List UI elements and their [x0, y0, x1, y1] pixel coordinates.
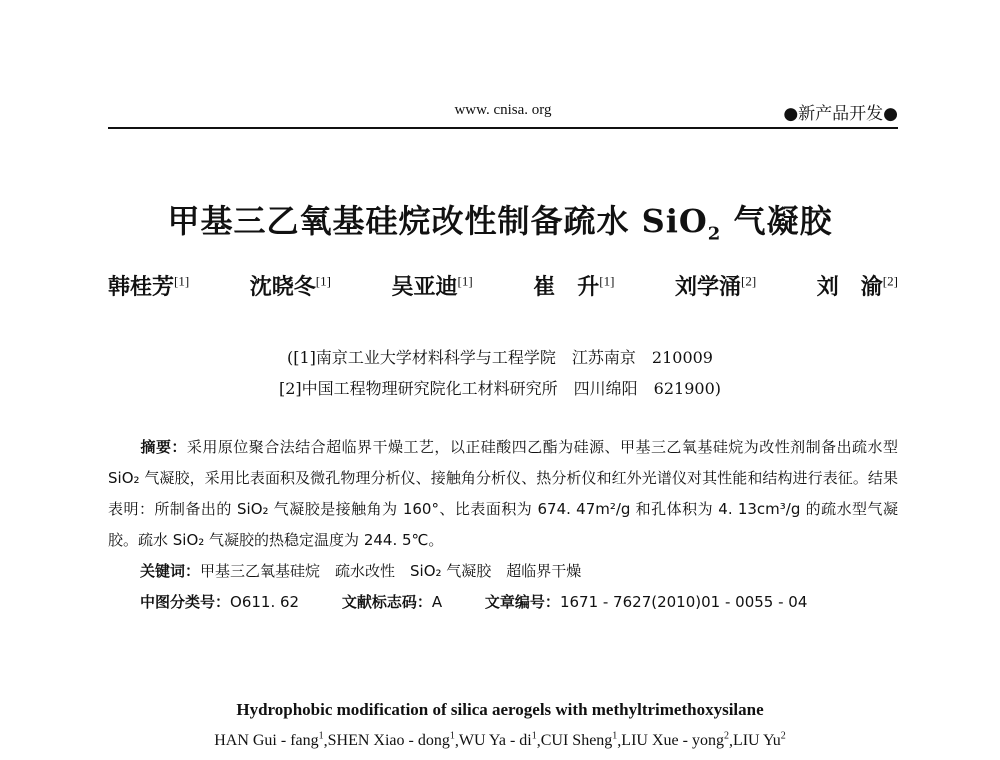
english-author — [328, 732, 455, 749]
author-ref: [1] — [315, 273, 331, 289]
author — [250, 270, 331, 301]
title-tail: 气凝胶 — [721, 202, 833, 240]
author — [392, 270, 473, 301]
english-author-list: HAN Gui - fang$^1$,SHEN Xiao - dong$^1$,WU Ya - $di^1,CUI$ Sheng$^1$,LIU Xue - yong$^2$,LIU Yu$^2$ — [214, 731, 786, 750]
affiliation-1: ([1]南京工业大学材料科学与工程学院 江苏南京 210009 — [287, 348, 713, 367]
author-name: 吴亚迪 — [391, 274, 458, 300]
english-author-ref: 2 — [723, 731, 729, 742]
clc-number — [140, 591, 299, 612]
author-ref: [1] — [174, 273, 190, 289]
author-ref: [2] — [882, 273, 898, 289]
doc-label: 文献标志码： — [341, 593, 432, 611]
doc-value: A — [431, 593, 443, 611]
author — [675, 270, 756, 301]
english-author-name: HAN Gui - fang — [214, 732, 319, 750]
section-tag: ●新产品开发● — [783, 104, 898, 124]
english-author — [214, 732, 323, 749]
author-ref: [1] — [599, 273, 615, 289]
english-author — [621, 732, 729, 749]
english-author — [459, 732, 537, 749]
english-author-ref: 2 — [780, 731, 786, 742]
author-list — [108, 270, 898, 301]
author — [533, 270, 614, 301]
english-author-name: SHEN Xiao - dong — [327, 732, 450, 750]
running-header — [108, 96, 898, 126]
english-author-name: CUI Sheng — [540, 732, 613, 750]
keywords — [140, 560, 581, 581]
english-author — [541, 732, 618, 749]
author-ref: [2] — [741, 273, 757, 289]
clc-label: 中图分类号： — [140, 593, 231, 611]
author-name: 韩桂芳 — [108, 274, 175, 300]
site-url: www. cnisa. org — [454, 102, 552, 118]
affiliation-2: [2]中国工程物理研究院化工材料研究所 四川绵阳 621900) — [279, 379, 721, 398]
keywords-text: 甲基三乙氧基硅烷 疏水改性 SiO₂ 气凝胶 超临界干燥 — [200, 562, 582, 580]
author — [108, 270, 189, 301]
author — [817, 270, 898, 301]
author-ref: [1] — [457, 273, 473, 289]
title-subscript: 2 — [707, 223, 722, 245]
article-value: 1671 - 7627(2010)01 - 0055 - 04 — [559, 593, 808, 611]
keywords-label: 关键词： — [140, 562, 201, 580]
abstract-label: 摘要： — [140, 438, 187, 456]
doc-code — [342, 591, 442, 612]
english-author-name: LIU Yu — [732, 732, 781, 750]
english-author-ref: 1 — [318, 731, 324, 742]
abstract — [108, 432, 898, 556]
clc-value: O611. 62 — [230, 593, 300, 611]
article-label: 文章编号： — [484, 593, 560, 611]
english-author-name: WU Ya - di — [458, 732, 532, 750]
author-name: 崔 升 — [533, 274, 600, 300]
header-rule — [108, 127, 898, 129]
abstract-text: 采用原位聚合法结合超临界干燥工艺，以正硅酸四乙酯为硅源、甲基三乙氧基硅烷为改性剂制备出疏水型 SiO₂ 气凝胶，采用比表面积及微孔物理分析仪、接触角分析仪、热分析仪和红外光谱仪对其性能和结构进行表征。结果表明：所制备出的 SiO₂ 气凝胶是接触角为 160°、比表面积为 674. 47m²/g 和孔体积为 4. 13cm³/g 的疏水型气凝胶。疏水 SiO₂ 气凝胶的热稳定温度为 244. 5℃。 — [108, 438, 898, 549]
author-name: 沈晓冬 — [249, 274, 316, 300]
english-author-ref: 1 — [531, 731, 537, 742]
classification-line — [140, 591, 900, 612]
paper-title — [0, 196, 1000, 244]
title-main: 甲基三乙氧基硅烷改性制备疏水 SiO — [167, 202, 708, 240]
english-author-name: LIU Xue - yong — [621, 732, 724, 750]
author-name: 刘学涌 — [675, 274, 742, 300]
english-author-ref: 1 — [612, 731, 618, 742]
english-author — [733, 732, 786, 749]
english-author-ref: 1 — [449, 731, 455, 742]
author-name: 刘 渝 — [816, 274, 883, 300]
english-title: Hydrophobic modification of silica aerogels with methyltrimethoxysilane — [236, 700, 764, 719]
article-number — [485, 591, 807, 612]
